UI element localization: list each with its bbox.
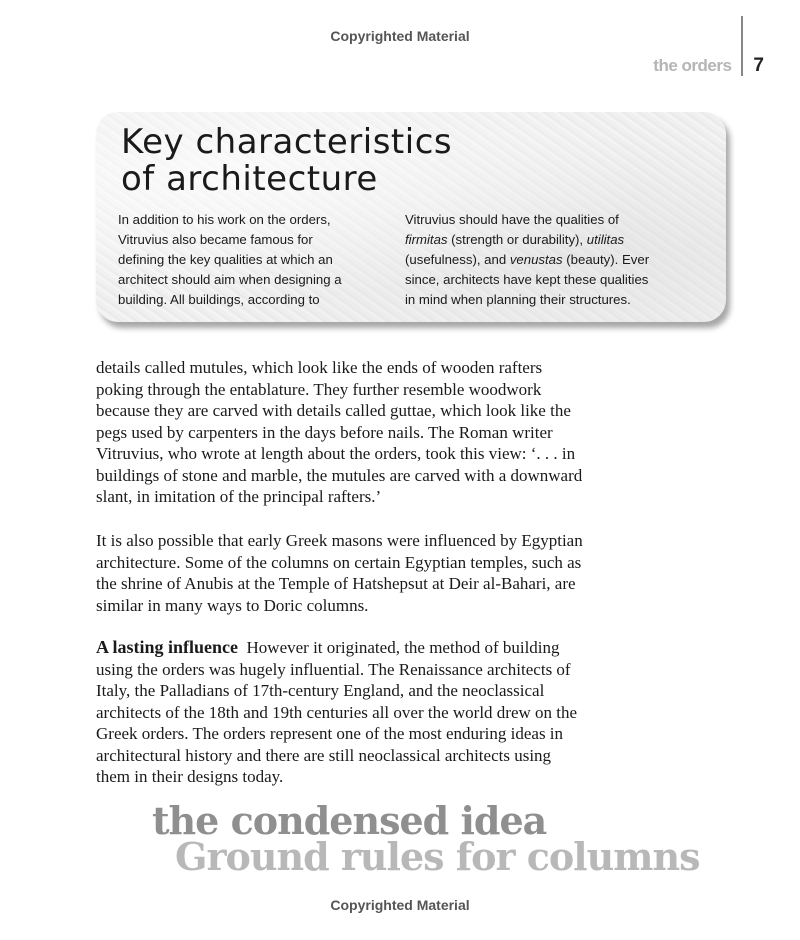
- sidebar-text-line: architect should aim when designing a: [118, 272, 342, 287]
- text-line: Italy, the Palladians of 17th-century England, and the neoclassical: [96, 681, 545, 700]
- text-line: similar in many ways to Doric columns.: [96, 595, 369, 615]
- text-line: architects of the 18th and 19th centuries all over the world drew on the: [96, 702, 578, 722]
- sidebar-column-right: [405, 210, 670, 310]
- copyright-header: Copyrighted Material: [330, 28, 470, 44]
- sidebar-title-line: of architecture: [121, 159, 378, 199]
- sidebar-text-line: in mind when planning their structures.: [405, 292, 631, 307]
- header-divider: [741, 16, 743, 76]
- text-line: details called mutules, which look like the ends of wooden rafters: [96, 358, 543, 377]
- run-in-heading: A lasting influence: [96, 637, 239, 657]
- sidebar-text: (usefulness), and: [405, 252, 510, 267]
- text-line: However it originated, the method of building: [238, 638, 560, 657]
- section-name: the orders: [653, 56, 732, 75]
- copyright-footer: Copyrighted Material: [330, 897, 470, 913]
- latin-term: firmitas: [405, 232, 448, 247]
- sidebar-text-line: In addition to his work on the orders,: [118, 212, 331, 227]
- text-line: architectural history and there are still neoclassical architects using: [96, 745, 552, 765]
- page-number: 7: [753, 55, 764, 76]
- sidebar-text-line: since, architects have kept these qualities: [405, 272, 649, 287]
- sidebar-text: (strength or durability),: [447, 232, 587, 247]
- text-line: Greek orders. The orders represent one of the most enduring ideas in: [96, 724, 564, 743]
- text-line: slant, in imitation of the principal rafters.’: [96, 487, 382, 506]
- text-line: using the orders was hugely influential. The Renaissance architects of: [96, 659, 571, 679]
- sidebar-title: [121, 124, 452, 198]
- sidebar-title-line: Key characteristics: [121, 122, 453, 162]
- running-head: [653, 36, 764, 96]
- text-line: It is also possible that early Greek masons were influenced by Egyptian: [96, 531, 583, 550]
- sidebar-column-left: [118, 210, 368, 310]
- body-paragraph-1: [96, 357, 621, 508]
- text-line: because they are carved with details called guttae, which look like the: [96, 401, 571, 420]
- condensed-idea-label: the condensed idea: [152, 798, 547, 843]
- sidebar-text-line: Vitruvius also became famous for: [118, 232, 313, 247]
- text-line: Vitruvius, who wrote at length about the orders, took this view: ‘. . . in: [96, 444, 576, 463]
- sidebar-box: [96, 112, 726, 322]
- text-line: buildings of stone and marble, the mutules are carved with a downward: [96, 465, 583, 485]
- body-paragraph-3: [96, 637, 621, 788]
- text-line: them in their designs today.: [96, 767, 284, 786]
- latin-term: venustas: [509, 252, 563, 267]
- text-line: poking through the entablature. They further resemble woodwork: [96, 379, 542, 399]
- body-paragraph-2: [96, 530, 621, 616]
- latin-term: utilitas: [586, 232, 625, 247]
- sidebar-text: (beauty). Ever: [562, 252, 650, 267]
- text-line: architecture. Some of the columns on certain Egyptian temples, such as: [96, 552, 582, 572]
- sidebar-text-line: defining the key qualities at which an: [118, 252, 333, 267]
- condensed-idea-summary: Ground rules for columns: [175, 834, 700, 879]
- sidebar-text-line: building. All buildings, according to: [118, 292, 320, 307]
- sidebar-text-line: Vitruvius should have the qualities of: [405, 212, 619, 227]
- text-line: the shrine of Anubis at the Temple of Hatshepsut at Deir al-Bahari, are: [96, 574, 576, 593]
- text-line: pegs used by carpenters in the days before nails. The Roman writer: [96, 422, 553, 442]
